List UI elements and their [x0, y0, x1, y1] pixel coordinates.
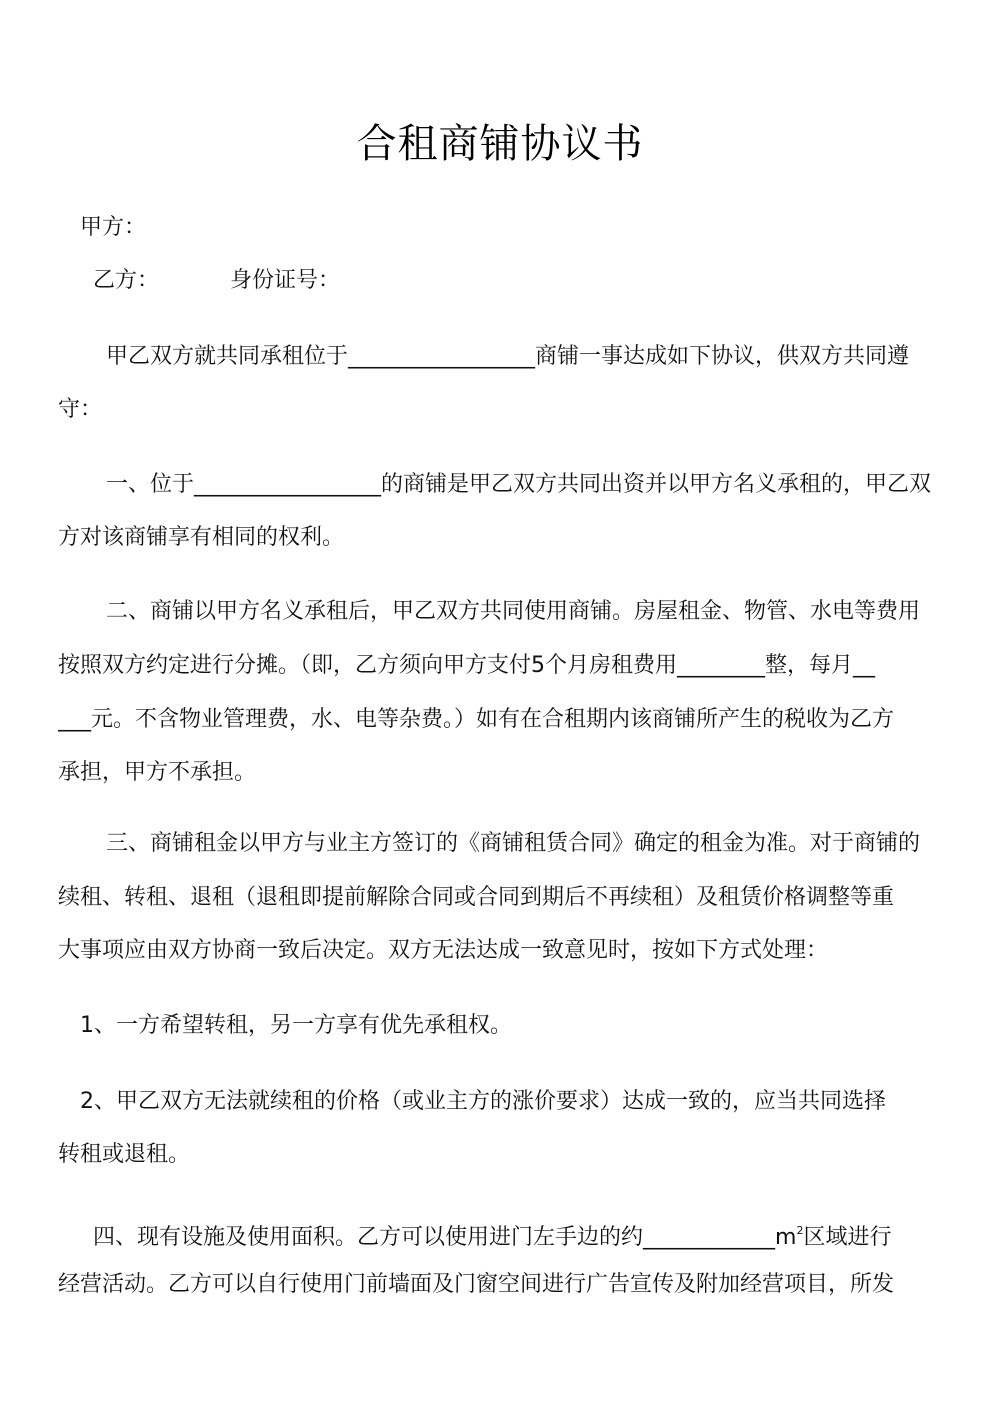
clause-2-line-1: 二、商铺以甲方名义承租后，甲乙双方共同使用商铺。房屋租金、物管、水电等费用	[106, 599, 921, 624]
document-title: 合租商铺协议书	[356, 121, 644, 167]
clause-2-line-4: 承担，甲方不承担。	[58, 760, 257, 785]
clause-4-line-1-tail: 区域进行	[803, 1225, 892, 1250]
clause-3-item-1: 1、一方希望转租，另一方享有优先承租权。	[80, 1013, 512, 1038]
square-meter-superscript: 2	[796, 1224, 804, 1237]
clause-4-line-1	[93, 1216, 983, 1253]
intro-line-1: 甲乙双方就共同承租位于_________________商铺一事达成如下协议，供双方共同遵	[106, 344, 910, 369]
party-a-label: 甲方：	[80, 215, 147, 240]
clause-4-line-1-text: 四、现有设施及使用面积。乙方可以使用进门左手边的约____________m	[93, 1225, 797, 1250]
clause-2-line-2: 按照双方约定进行分摊。（即，乙方须向甲方支付5个月房租费用________整，每月__	[58, 653, 875, 678]
clause-3-item-2-line-2: 转租或退租。	[58, 1142, 191, 1167]
id-number-label: 身份证号：	[230, 268, 341, 293]
clause-3-line-3: 大事项应由双方协商一致后决定。双方无法达成一致意见时，按如下方式处理：	[58, 938, 829, 963]
clause-1-line-1: 一、位于_________________的商铺是甲乙双方共同出资并以甲方名义承租的，甲乙双	[106, 472, 932, 497]
clause-3-line-2: 续租、转租、退租（退租即提前解除合同或合同到期后不再续租）及租赁价格调整等重	[58, 885, 895, 910]
clause-3-line-1: 三、商铺租金以甲方与业主方签订的《商铺租赁合同》确定的租金为准。对于商铺的	[106, 831, 921, 856]
clause-3-item-2-line-1: 2、甲乙双方无法就续租的价格（或业主方的涨价要求）达成一致的，应当共同选择	[80, 1089, 886, 1114]
clause-1-line-2: 方对该商铺享有相同的权利。	[58, 525, 345, 550]
intro-line-2: 守：	[58, 397, 103, 422]
clause-4-line-2: 经营活动。乙方可以自行使用门前墙面及门窗空间进行广告宣传及附加经营项目，所发	[58, 1272, 895, 1297]
party-b-label: 乙方：	[93, 268, 160, 293]
clause-2-line-3: ___元。不含物业管理费，水、电等杂费。）如有在合租期内该商铺所产生的税收为乙方	[58, 707, 895, 732]
